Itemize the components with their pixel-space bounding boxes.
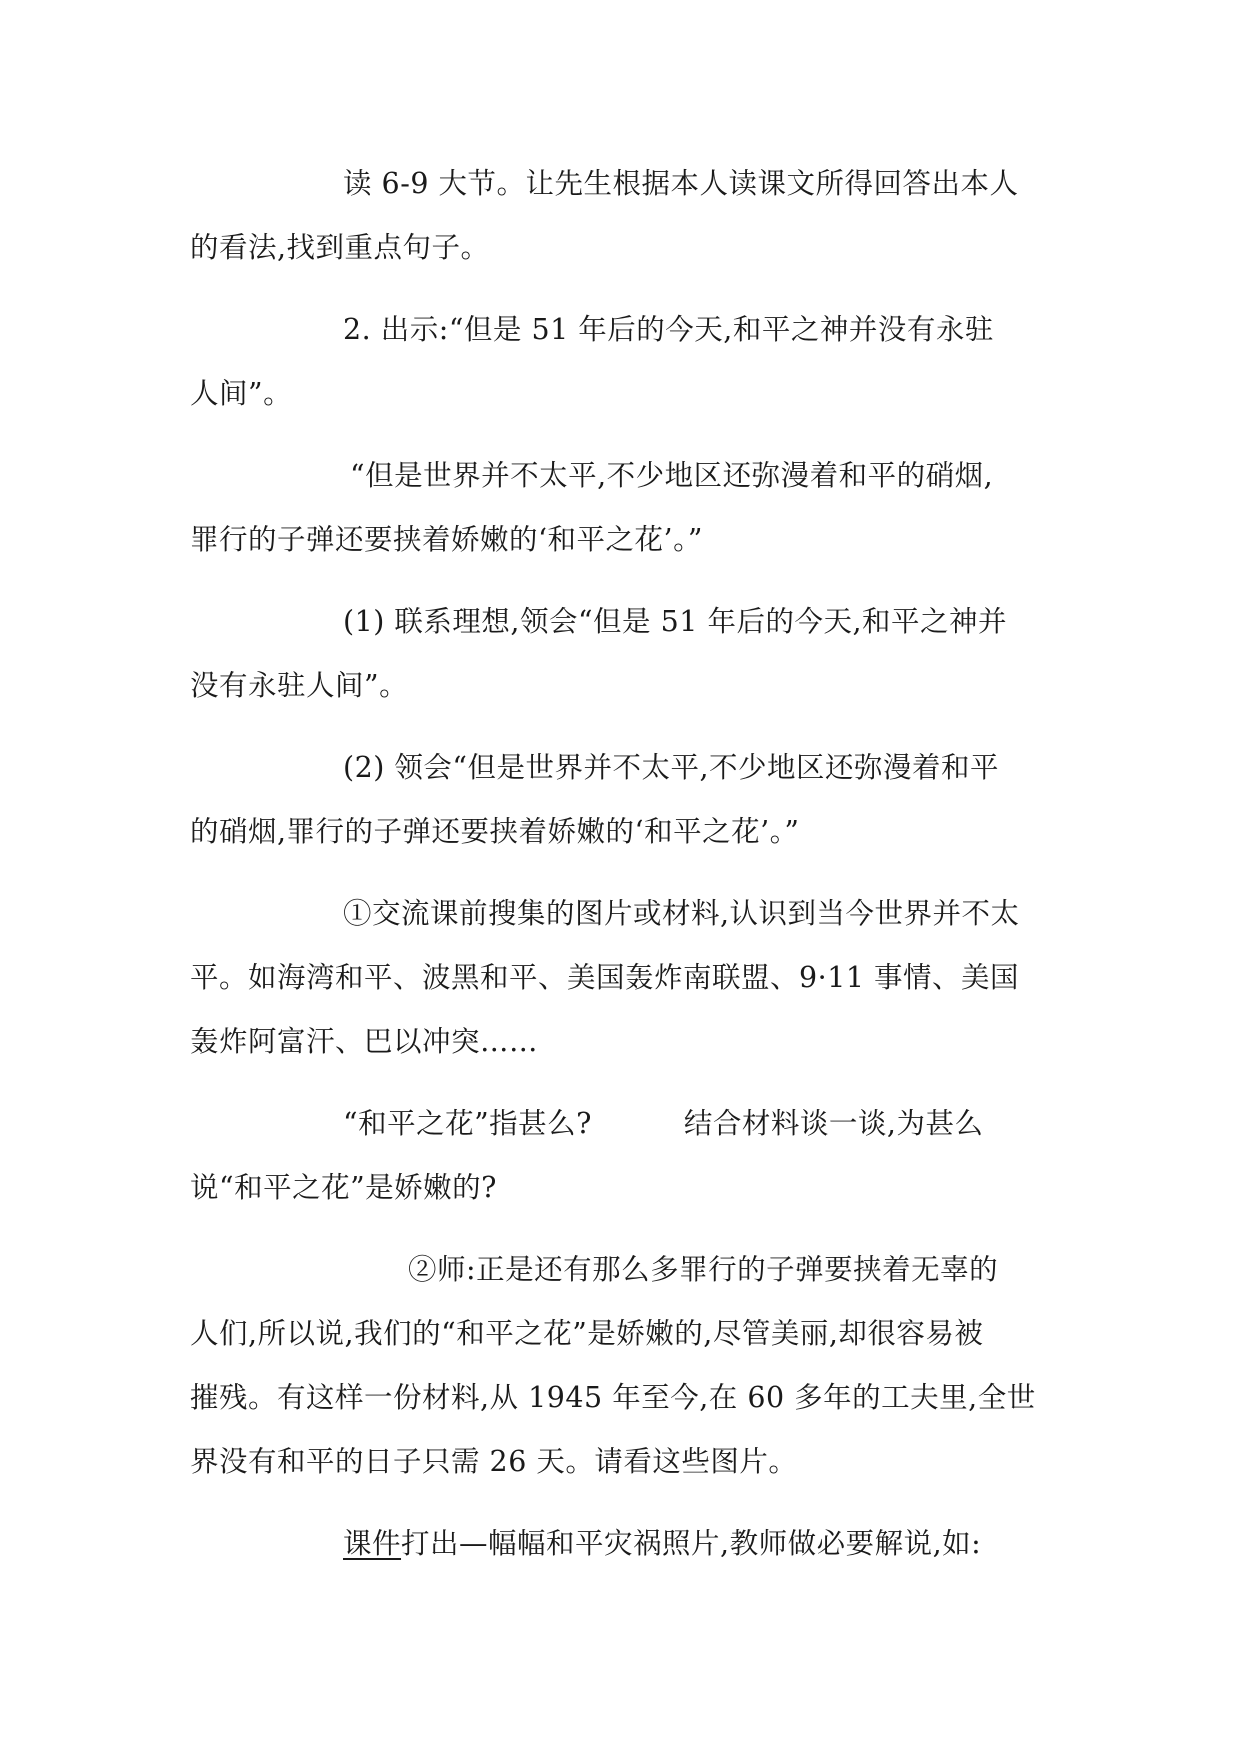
question-text: 结合材料谈一谈,为甚么	[683, 1107, 984, 1140]
paragraph-line: ①交流课前搜集的图片或材料,认识到当今世界并不太	[343, 897, 1020, 930]
paragraph-line	[343, 1094, 1050, 1154]
paragraph-line: 的硝烟,罪行的子弹还要挟着娇嫩的‘和平之花’。”	[190, 815, 800, 848]
paragraph-text: 打出—幅幅和平灾祸照片,教师做必要解说,如:	[401, 1527, 982, 1560]
paragraph-line: (2) 领会“但是世界并不太平,不少地区还弥漫着和平	[343, 751, 1000, 784]
paragraph-line: 轰炸阿富汗、巴以冲突……	[190, 1025, 539, 1058]
paragraph-line: 没有永驻人间”。	[190, 669, 409, 702]
paragraph-line: “但是世界并不太平,不少地区还弥漫着和平的硝烟,	[350, 459, 994, 492]
paragraph-line: 读 6-9 大节。让先生根据本人读课文所得回答出本人	[343, 167, 1019, 200]
paragraph-line: 的看法,找到重点句子。	[190, 231, 490, 264]
paragraph-line: (1) 联系理想,领会“但是 51 年后的今天,和平之神并	[343, 605, 1008, 638]
question-text: “和平之花”指甚么?	[343, 1107, 592, 1140]
paragraph-line: ②师:正是还有那么多罪行的子弹要挟着无辜的	[408, 1253, 999, 1286]
paragraph-line: 摧残。有这样一份材料,从 1945 年至今,在 60 多年的工夫里,全世	[190, 1381, 1036, 1414]
paragraph-line: 界没有和平的日子只需 26 天。请看这些图片。	[190, 1445, 798, 1478]
courseware-link[interactable]: 课件	[343, 1527, 402, 1560]
paragraph-line: 说“和平之花”是娇嫩的?	[190, 1171, 497, 1204]
paragraph-line: 2. 出示:“但是 51 年后的今天,和平之神并没有永驻	[343, 313, 994, 346]
paragraph-line: 人间”。	[190, 377, 293, 410]
paragraph-line: 平。如海湾和平、波黑和平、美国轰炸南联盟、9·11 事情、美国	[190, 961, 1020, 994]
paragraph-line	[343, 1514, 1050, 1574]
paragraph-line: 人们,所以说,我们的“和平之花”是娇嫩的,尽管美丽,却很容易被	[190, 1317, 984, 1350]
paragraph-line: 罪行的子弹还要挟着娇嫩的‘和平之花’。”	[190, 523, 703, 556]
